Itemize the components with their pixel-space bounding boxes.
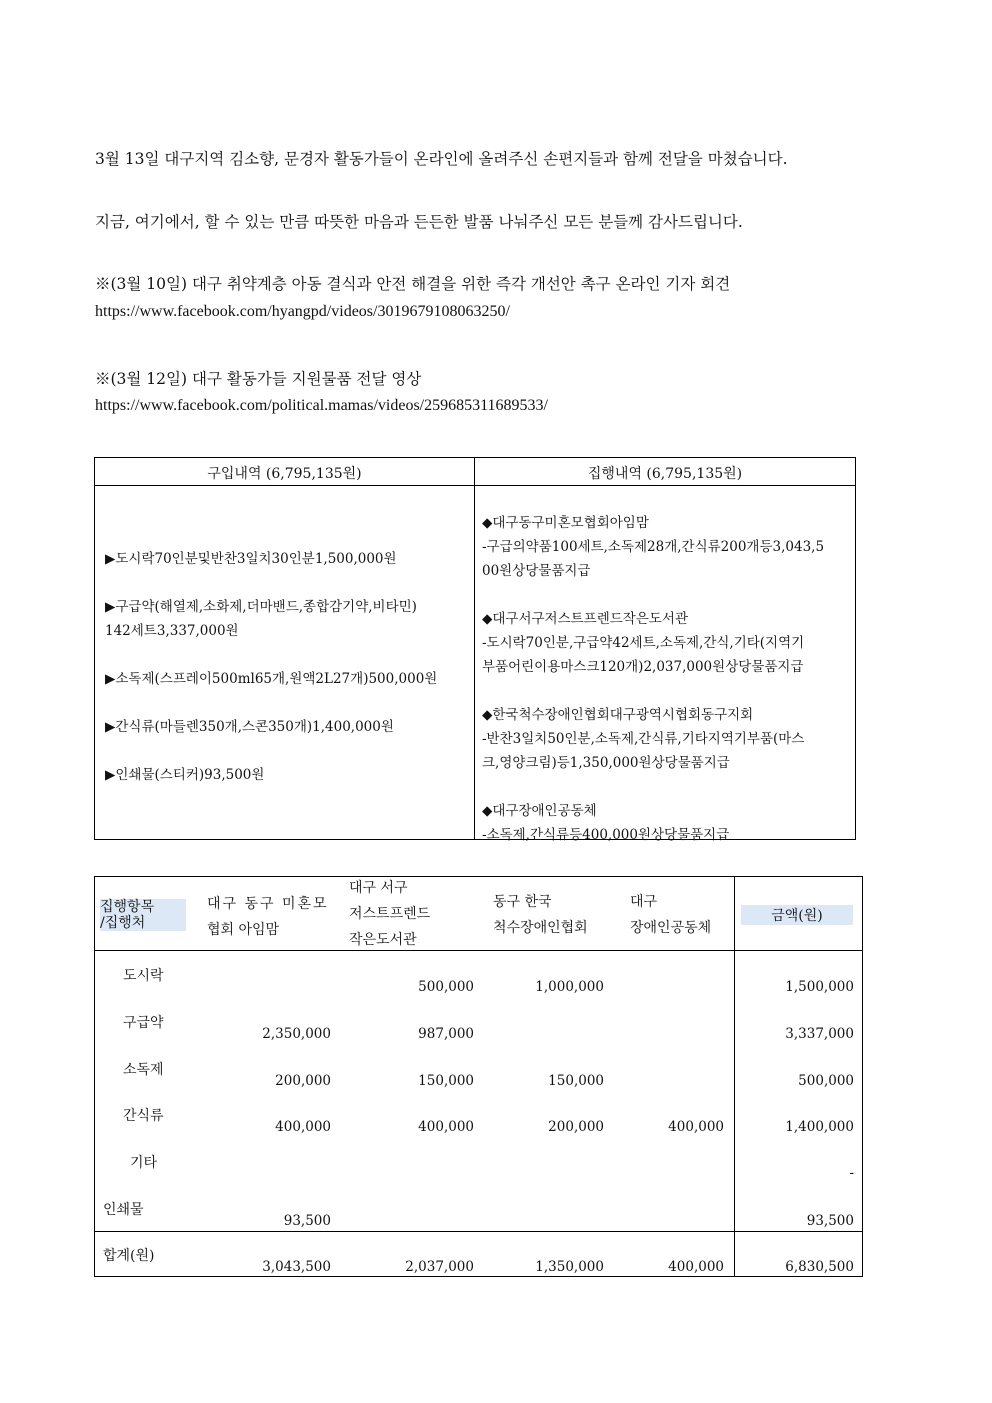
amount-header: 금액(원) xyxy=(741,905,853,925)
cell-amount: 400,000 xyxy=(418,1119,474,1135)
cell-amount: 500,000 xyxy=(418,979,474,995)
row-item-label: 도시락 xyxy=(123,968,164,984)
col-header-disability-community xyxy=(630,889,711,941)
execution-line: -구급의약품100세트,소독제28개,간식류200개등3,043,5 xyxy=(482,539,825,555)
cell-amount: 400,000 xyxy=(275,1119,331,1135)
col-header-line: 작은도서관 xyxy=(349,932,417,948)
execution-line: -도시락70인분,구급약42세트,소독제,간식,기타(지역기 xyxy=(482,635,805,651)
execution-line: -소독제,간식류등400,000원상당물품지급 xyxy=(482,827,730,843)
sum-amount: 3,043,500 xyxy=(262,1259,331,1275)
col-header-spinal-assoc xyxy=(493,889,588,941)
sum-amount: 1,350,000 xyxy=(535,1259,604,1275)
corner-header xyxy=(100,899,186,931)
intro-line-gratitude: 지금, 여기에서, 할 수 있는 만큼 따뜻한 마음과 든든한 발품 나눠주신 모든 분들께 감사드립니다. xyxy=(95,213,743,231)
cell-amount: 150,000 xyxy=(418,1073,474,1089)
purchase-item: ▶소독제(스프레이500ml65개,원액2L27개)500,000원 xyxy=(105,671,438,687)
row-total: 1,400,000 xyxy=(785,1119,854,1135)
note1-link[interactable]: https://www.facebook.com/hyangpd/videos/3019679108063250/ xyxy=(95,303,510,320)
col-header-line: 장애인공동체 xyxy=(630,920,712,936)
purchase-item: ▶간식류(마들렌350개,스콘350개)1,400,000원 xyxy=(105,719,394,735)
grand-total: 6,830,500 xyxy=(785,1259,854,1275)
purchase-item: 142세트3,337,000원 xyxy=(105,623,239,639)
execution-line: 크,영양크림)등1,350,000원상당물품지급 xyxy=(482,755,730,771)
row-total: - xyxy=(849,1165,854,1181)
amount-column-divider xyxy=(734,877,735,1276)
purchase-item: ▶도시락70인분및반찬3일치30인분1,500,000원 xyxy=(105,551,397,567)
col-header-line: 대구 서구 xyxy=(349,880,408,896)
sum-divider xyxy=(95,1231,862,1232)
purchase-item: ▶인쇄물(스티커)93,500원 xyxy=(105,767,265,783)
execution-line: ◆대구동구미혼모협회아임맘 xyxy=(482,515,649,531)
column-divider xyxy=(474,458,475,839)
execution-line: -반찬3일치50인분,소독제,간식류,기타지역기부품(마스 xyxy=(482,731,805,747)
row-total: 500,000 xyxy=(798,1073,854,1089)
cell-amount: 200,000 xyxy=(275,1073,331,1089)
cell-amount: 200,000 xyxy=(548,1119,604,1135)
row-item-label: 구급약 xyxy=(123,1015,164,1031)
header-divider xyxy=(95,950,862,951)
execution-line: ◆대구장애인공동체 xyxy=(482,803,597,819)
cell-amount: 987,000 xyxy=(418,1026,474,1042)
execution-line: ◆대구서구저스트프렌드작은도서관 xyxy=(482,611,688,627)
note2-title: ※(3월 12일) 대구 활동가들 지원물품 전달 영상 xyxy=(95,370,422,388)
cell-amount: 400,000 xyxy=(668,1119,724,1135)
col-header-line: 대구 xyxy=(630,894,658,910)
note2-link[interactable]: https://www.facebook.com/political.mamas/videos/259685311689533/ xyxy=(95,397,548,414)
cell-amount: 2,350,000 xyxy=(262,1026,331,1042)
row-total: 1,500,000 xyxy=(785,979,854,995)
col-header-line: 척수장애인협회 xyxy=(493,920,588,936)
cell-amount: 1,000,000 xyxy=(535,979,604,995)
col-header-just-friend xyxy=(349,875,430,953)
execution-line: 00원상당물품지급 xyxy=(482,563,591,579)
sum-amount: 2,037,000 xyxy=(405,1259,474,1275)
purchase-item: ▶구급약(해열제,소화제,더마밴드,종합감기약,비타민) xyxy=(105,599,417,615)
execution-header: 집행내역 (6,795,135원) xyxy=(587,466,743,482)
note1-title: ※(3월 10일) 대구 취약계층 아동 결식과 안전 해결을 위한 즉각 개선안 촉구 온라인 기자 회견 xyxy=(95,275,731,293)
col-header-imom xyxy=(207,891,329,943)
cell-amount: 150,000 xyxy=(548,1073,604,1089)
col-header-line: 대구 동구 미혼모 xyxy=(207,896,329,912)
row-item-label: 소독제 xyxy=(123,1062,164,1078)
execution-line: ◆한국척수장애인협회대구광역시협회동구지회 xyxy=(482,707,754,723)
execution-line: 부품어린이용마스크120개)2,037,000원상당물품지급 xyxy=(482,659,804,675)
distribution-table xyxy=(94,876,863,1277)
row-item-label: 간식류 xyxy=(123,1108,164,1124)
row-total: 3,337,000 xyxy=(785,1026,854,1042)
header-divider xyxy=(95,485,855,486)
corner-header-line: /집행처 xyxy=(100,915,146,931)
col-header-line: 협회 아임맘 xyxy=(207,922,280,938)
intro-line-thanks-delivery: 3월 13일 대구지역 김소향, 문경자 활동가들이 온라인에 올려주신 손편지들과 함께 전달을 마쳤습니다. xyxy=(95,150,788,168)
sum-label: 합계(원) xyxy=(103,1248,155,1264)
row-item-label: 기타 xyxy=(130,1155,158,1171)
sum-amount: 400,000 xyxy=(668,1259,724,1275)
corner-header-line: 집행항목 xyxy=(100,899,155,915)
col-header-line: 동구 한국 xyxy=(493,894,552,910)
purchase-header: 구입내역 (6,795,135원) xyxy=(207,466,362,482)
row-item-label: 인쇄물 xyxy=(103,1202,144,1218)
purchase-execution-table xyxy=(94,457,856,843)
col-header-line: 저스트프렌드 xyxy=(349,906,431,922)
cell-amount: 93,500 xyxy=(283,1213,331,1229)
row-total: 93,500 xyxy=(806,1213,854,1229)
